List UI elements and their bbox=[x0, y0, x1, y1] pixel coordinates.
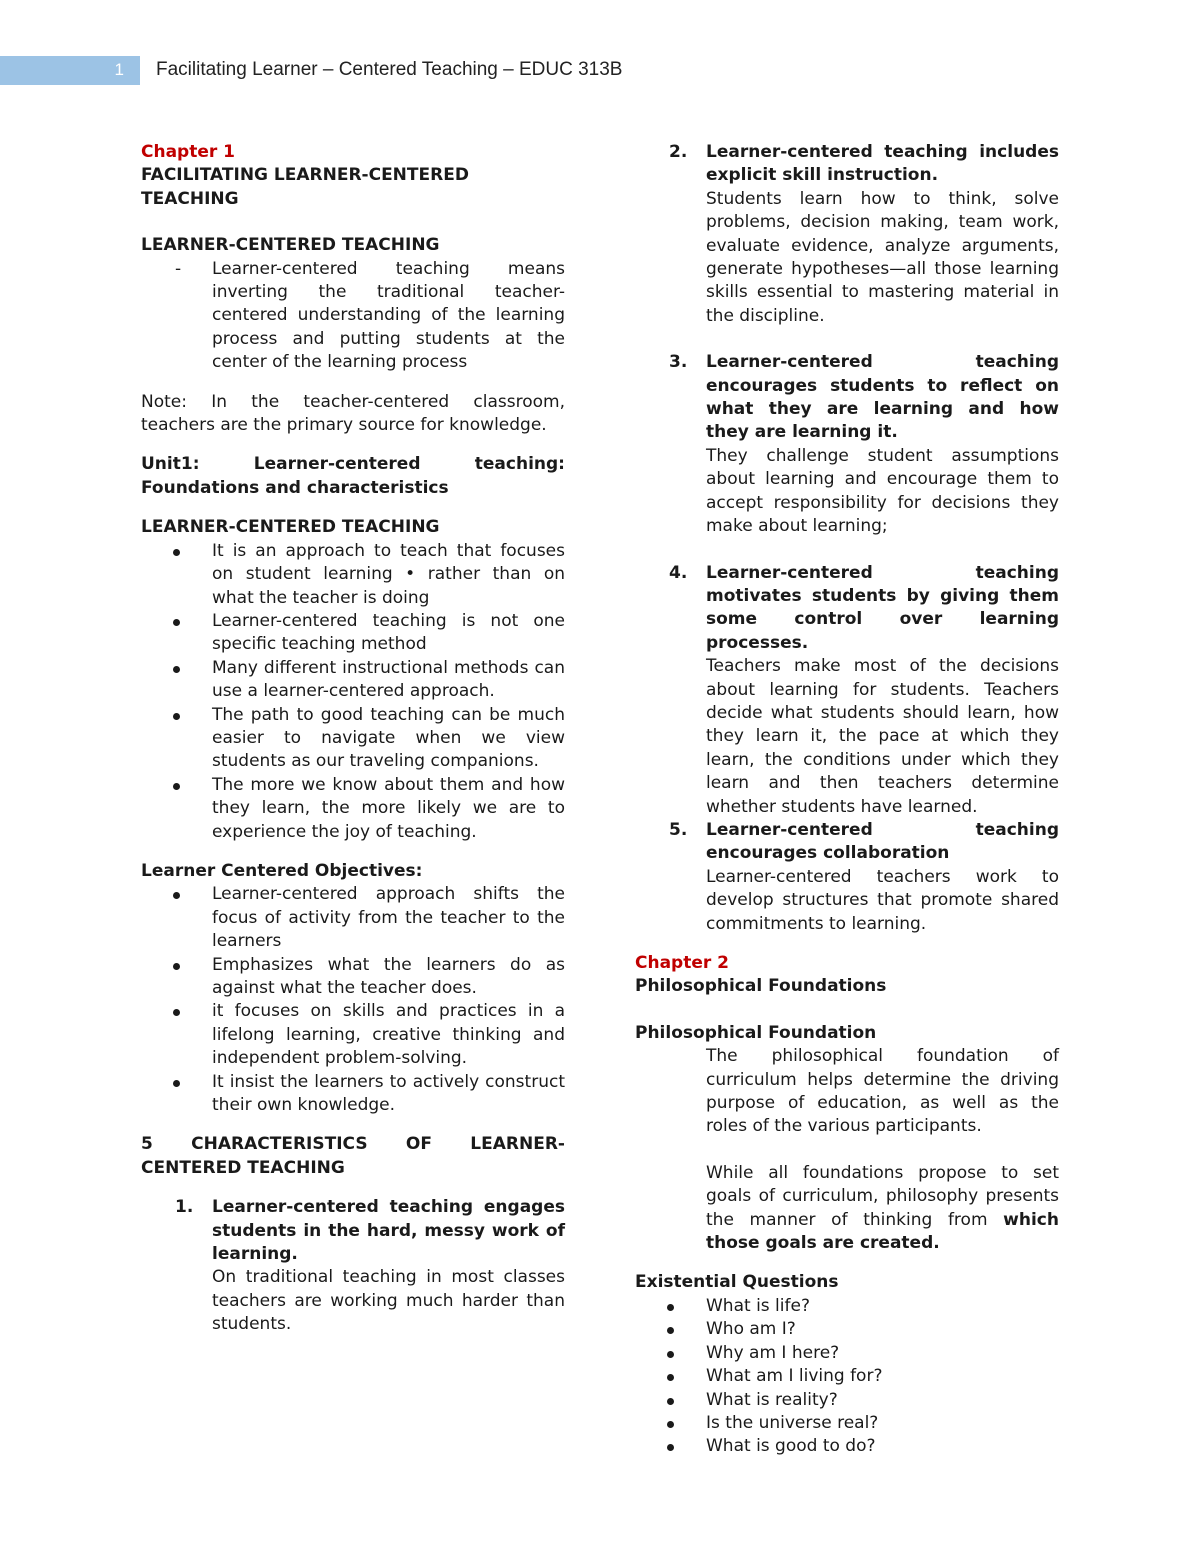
bullet-icon bbox=[173, 783, 180, 790]
dash-list-item bbox=[141, 258, 565, 375]
chapter2-title: Philosophical Foundations bbox=[635, 976, 887, 997]
item-title: Learner-centered teaching motivates students by giving them some control over learning processes. bbox=[706, 562, 1059, 653]
list-item: What is good to do? bbox=[635, 1435, 1059, 1458]
unit1-heading: Unit1: Learner-centered teaching: Foundations and characteristics bbox=[141, 454, 565, 498]
list-item: It is an approach to teach that focuses on student learning • rather than on what the teacher is doing bbox=[141, 540, 565, 610]
item-title: Learner-centered teaching includes explicit skill instruction. bbox=[706, 142, 1059, 186]
characteristic-item-3 bbox=[635, 351, 1059, 538]
list-item: Who am I? bbox=[635, 1318, 1059, 1341]
item-title: Learner-centered teaching encourages students to reflect on what they are learning and how they are learning it. bbox=[706, 352, 1059, 443]
bullet-icon bbox=[667, 1398, 674, 1405]
bullet-icon bbox=[173, 619, 180, 626]
philo-heading: Philosophical Foundation bbox=[635, 1022, 877, 1043]
bullet-icon bbox=[173, 963, 180, 970]
bullet-icon bbox=[173, 713, 180, 720]
list-item: Many different instructional methods can use a learner-centered approach. bbox=[141, 657, 565, 704]
bullet-icon bbox=[667, 1374, 674, 1381]
section1-dash-text: Learner-centered teaching means inverting the traditional teacher-centered understanding of the learning process and putting students at the center of the learning process bbox=[212, 258, 565, 373]
chapter1-title: FACILITATING LEARNER-CENTERED TEACHING bbox=[141, 165, 469, 209]
item-text: On traditional teaching in most classes teachers are working much harder than students. bbox=[212, 1267, 565, 1335]
item-number: 5. bbox=[669, 819, 688, 840]
list-item: The more we know about them and how they learn, the more likely we are to experience the joy of teaching. bbox=[141, 774, 565, 844]
note-text: Note: In the teacher-centered classroom, teachers are the primary source for knowledge. bbox=[141, 391, 565, 436]
list-item: Emphasizes what the learners do as against what the teacher does. bbox=[141, 954, 565, 1001]
bullet-icon bbox=[173, 549, 180, 556]
objectives-heading: Learner Centered Objectives: bbox=[141, 860, 423, 881]
bullet-icon bbox=[173, 666, 180, 673]
item-title: Learner-centered teaching encourages collaboration bbox=[706, 819, 1059, 864]
bullet-icon bbox=[667, 1327, 674, 1334]
item-number: 3. bbox=[669, 352, 688, 373]
objectives-bullet-list bbox=[141, 883, 565, 1117]
existential-heading: Existential Questions bbox=[635, 1272, 839, 1293]
philo-paragraph-1: The philosophical foundation of curriculum helps determine the driving purpose of education, as well as the roles of the various participants. bbox=[706, 1046, 1059, 1137]
dash-marker: - bbox=[175, 258, 182, 279]
item-number: 2. bbox=[669, 142, 688, 162]
item-title: Learner-centered teaching engages students in the hard, messy work of learning. bbox=[212, 1197, 565, 1265]
list-item: The path to good teaching can be much easier to navigate when we view students as our traveling companions. bbox=[141, 704, 565, 774]
item-number: 4. bbox=[669, 562, 688, 583]
left-column bbox=[141, 141, 565, 1337]
bullet-icon bbox=[667, 1421, 674, 1428]
bullet-icon bbox=[667, 1304, 674, 1311]
bullet-icon bbox=[667, 1351, 674, 1358]
item-text: Students learn how to think, solve problems, decision making, team work, evaluate evidence, analyze arguments, generate hypotheses—all those learning skills essential to mastering material in the discipline. bbox=[706, 188, 1059, 326]
item-number: 1. bbox=[175, 1197, 194, 1218]
characteristic-item-2 bbox=[635, 141, 1059, 328]
item-text: They challenge student assumptions about learning and encourage them to accept responsibility for decisions they make about learning; bbox=[706, 445, 1059, 537]
section2-bullet-list bbox=[141, 540, 565, 844]
bullet-icon bbox=[667, 1444, 674, 1451]
existential-bullet-list bbox=[635, 1295, 1059, 1459]
list-item: Is the universe real? bbox=[635, 1412, 1059, 1435]
list-item: Why am I here? bbox=[635, 1342, 1059, 1365]
philo-paragraph-2: While all foundations propose to set goals of curriculum, philosophy presents the manner of thinking from which those goals are created. bbox=[706, 1162, 1059, 1254]
list-item: What is reality? bbox=[635, 1389, 1059, 1412]
list-item: It insist the learners to actively construct their own knowledge. bbox=[141, 1071, 565, 1118]
list-item: Learner-centered teaching is not one specific teaching method bbox=[141, 610, 565, 657]
list-item: Learner-centered approach shifts the focus of activity from the teacher to the learners bbox=[141, 883, 565, 953]
item-text: Learner-centered teachers work to develop structures that promote shared commitments to learning. bbox=[706, 866, 1059, 934]
list-item: What is life? bbox=[635, 1295, 1059, 1318]
page-header bbox=[0, 56, 1200, 86]
page-number-box bbox=[0, 56, 140, 85]
section2-heading: LEARNER-CENTERED TEACHING bbox=[141, 517, 440, 538]
bullet-icon bbox=[173, 1080, 180, 1087]
header-title: Facilitating Learner – Centered Teaching – EDUC 313B bbox=[156, 59, 623, 80]
right-column bbox=[635, 141, 1059, 1459]
list-item: it focuses on skills and practices in a lifelong learning, creative thinking and independent problem-solving. bbox=[141, 1000, 565, 1070]
characteristic-item-5 bbox=[635, 819, 1059, 936]
chapter1-label: Chapter 1 bbox=[141, 142, 236, 162]
characteristic-item-4 bbox=[635, 562, 1059, 819]
section1-heading: LEARNER-CENTERED TEACHING bbox=[141, 235, 440, 256]
page-number: 1 bbox=[114, 60, 124, 79]
characteristics-heading: 5 CHARACTERISTICS OF LEARNER-CENTERED TEACHING bbox=[141, 1134, 565, 1178]
chapter2-label: Chapter 2 bbox=[635, 953, 730, 973]
list-item: What am I living for? bbox=[635, 1365, 1059, 1388]
bullet-icon bbox=[173, 892, 180, 899]
bullet-icon bbox=[173, 1009, 180, 1016]
item-text: Teachers make most of the decisions about learning for students. Teachers decide what students should learn, how they learn it, the pace at which they learn, the conditions under which they learn and then teachers determine whether students have learned. bbox=[706, 656, 1059, 817]
characteristic-item-1 bbox=[141, 1196, 565, 1336]
